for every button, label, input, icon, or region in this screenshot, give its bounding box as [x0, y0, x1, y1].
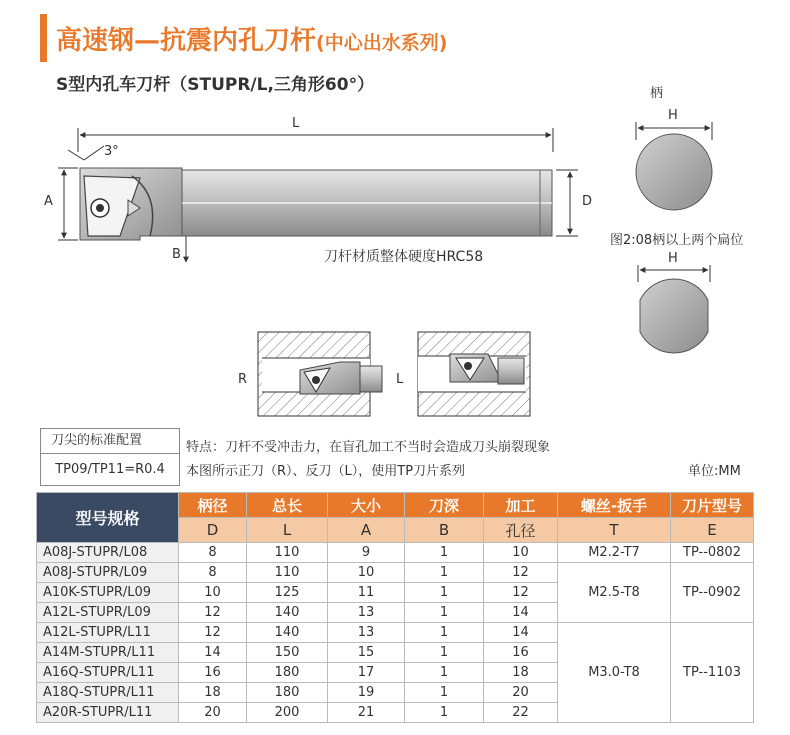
cell-size: 19	[328, 683, 405, 703]
cell-bore: 22	[484, 703, 558, 723]
cell-size: 10	[328, 563, 405, 583]
cell-bore: 14	[484, 623, 558, 643]
cell-size: 13	[328, 603, 405, 623]
cell-length: 180	[247, 663, 328, 683]
label-left-hand: L	[396, 372, 404, 387]
cell-insert: TP--0902	[671, 563, 754, 623]
spec-table	[36, 492, 754, 723]
cell-length: 110	[247, 543, 328, 563]
cell-insert: TP--0802	[671, 543, 754, 563]
cell-model: A08J-STUPR/L08	[37, 543, 179, 563]
angle-line-a	[68, 150, 84, 160]
cell-depth: 1	[405, 563, 484, 583]
label-b: B	[172, 247, 181, 262]
cell-depth: 1	[405, 623, 484, 643]
cell-shank-dia: 16	[179, 663, 247, 683]
tool-l-screw	[464, 362, 472, 370]
cell-depth: 1	[405, 703, 484, 723]
cell-screw: M3.0-T8	[558, 623, 671, 723]
cell-shank-dia: 8	[179, 563, 247, 583]
tool-r-shank	[360, 366, 382, 392]
insert-screw-hole	[96, 204, 104, 212]
header-length: 总长	[247, 493, 328, 518]
standard-tip-value: TP09/TP11=R0.4	[55, 462, 165, 477]
unit-label: 单位:MM	[688, 464, 741, 479]
header-size: 大小	[328, 493, 405, 518]
label-h-flats: H	[668, 251, 678, 266]
header-screw-wrench: 螺丝-扳手	[558, 493, 671, 518]
fig2-note: 图2:08柄以上两个扁位	[610, 233, 744, 248]
cell-model: A12L-STUPR/L09	[37, 603, 179, 623]
title-suffix: (中心出水系列)	[316, 32, 448, 54]
cell-shank-dia: 10	[179, 583, 247, 603]
cell-depth: 1	[405, 643, 484, 663]
tool-l-shank	[498, 358, 524, 384]
cell-length: 180	[247, 683, 328, 703]
cell-model: A20R-STUPR/L11	[37, 703, 179, 723]
cell-bore: 20	[484, 683, 558, 703]
shank-section-round	[636, 134, 712, 210]
standard-tip-heading: 刀尖的标准配置	[41, 429, 179, 454]
cell-length: 140	[247, 623, 328, 643]
cell-size: 13	[328, 623, 405, 643]
header-model: 型号规格	[37, 493, 179, 543]
cell-bore: 14	[484, 603, 558, 623]
cell-model: A16Q-STUPR/L11	[37, 663, 179, 683]
header-machining: 加工	[484, 493, 558, 518]
cell-length: 110	[247, 563, 328, 583]
cell-size: 17	[328, 663, 405, 683]
cell-bore: 18	[484, 663, 558, 683]
cell-depth: 1	[405, 683, 484, 703]
cell-model: A18Q-STUPR/L11	[37, 683, 179, 703]
label-d: D	[582, 194, 593, 209]
cell-bore: 16	[484, 643, 558, 663]
cell-depth: 1	[405, 543, 484, 563]
header-shank-dia: 柄径	[179, 493, 247, 518]
cell-length: 140	[247, 603, 328, 623]
cell-model: A10K-STUPR/L09	[37, 583, 179, 603]
table-row	[37, 543, 754, 563]
cell-model: A08J-STUPR/L09	[37, 563, 179, 583]
cell-size: 11	[328, 583, 405, 603]
symbol-e: E	[671, 518, 754, 543]
cell-size: 9	[328, 543, 405, 563]
cell-bore: 12	[484, 563, 558, 583]
symbol-bore: 孔径	[484, 518, 558, 543]
symbol-b: B	[405, 518, 484, 543]
table-row	[37, 563, 754, 583]
tool-r-screw	[312, 376, 320, 384]
cell-shank-dia: 18	[179, 683, 247, 703]
cell-screw: M2.2-T7	[558, 543, 671, 563]
table-row	[37, 623, 754, 643]
standard-tip-box	[40, 428, 180, 486]
cell-depth: 1	[405, 583, 484, 603]
cell-bore: 12	[484, 583, 558, 603]
symbol-l: L	[247, 518, 328, 543]
cell-shank-dia: 12	[179, 623, 247, 643]
shank-section-flats	[640, 279, 708, 353]
feature-note-2: 本图所示正刀（R）、反刀（L），使用TP刀片系列	[186, 464, 466, 479]
symbol-a: A	[328, 518, 405, 543]
angle-line-b	[84, 146, 104, 160]
cell-length: 200	[247, 703, 328, 723]
cell-model: A14M-STUPR/L11	[37, 643, 179, 663]
cell-depth: 1	[405, 663, 484, 683]
label-angle: 3°	[104, 144, 119, 159]
cell-shank-dia: 8	[179, 543, 247, 563]
cell-shank-dia: 14	[179, 643, 247, 663]
label-length: L	[292, 116, 300, 131]
cell-length: 150	[247, 643, 328, 663]
header-depth: 刀深	[405, 493, 484, 518]
cell-shank-dia: 12	[179, 603, 247, 623]
label-right-hand: R	[238, 372, 248, 387]
cell-insert: TP--1103	[671, 623, 754, 723]
symbol-d: D	[179, 518, 247, 543]
feature-note: 特点：刀杆不受冲击力，在盲孔加工不当时会造成刀头崩裂现象	[186, 440, 551, 455]
cell-depth: 1	[405, 603, 484, 623]
cell-size: 15	[328, 643, 405, 663]
label-shank: 柄	[650, 86, 664, 101]
symbol-t: T	[558, 518, 671, 543]
label-a: A	[44, 194, 53, 209]
cell-length: 125	[247, 583, 328, 603]
cell-screw: M2.5-T8	[558, 563, 671, 623]
label-h-round: H	[668, 108, 678, 123]
cell-size: 21	[328, 703, 405, 723]
cell-model: A12L-STUPR/L11	[37, 623, 179, 643]
page-subtitle: S型内孔车刀杆（STUPR/L,三角形60°）	[56, 75, 375, 95]
title-main: 高速钢—抗震内孔刀杆	[56, 26, 317, 56]
material-note: 刀杆材质整体硬度HRC58	[324, 249, 484, 265]
cell-bore: 10	[484, 543, 558, 563]
cell-shank-dia: 20	[179, 703, 247, 723]
header-insert-model: 刀片型号	[671, 493, 754, 518]
